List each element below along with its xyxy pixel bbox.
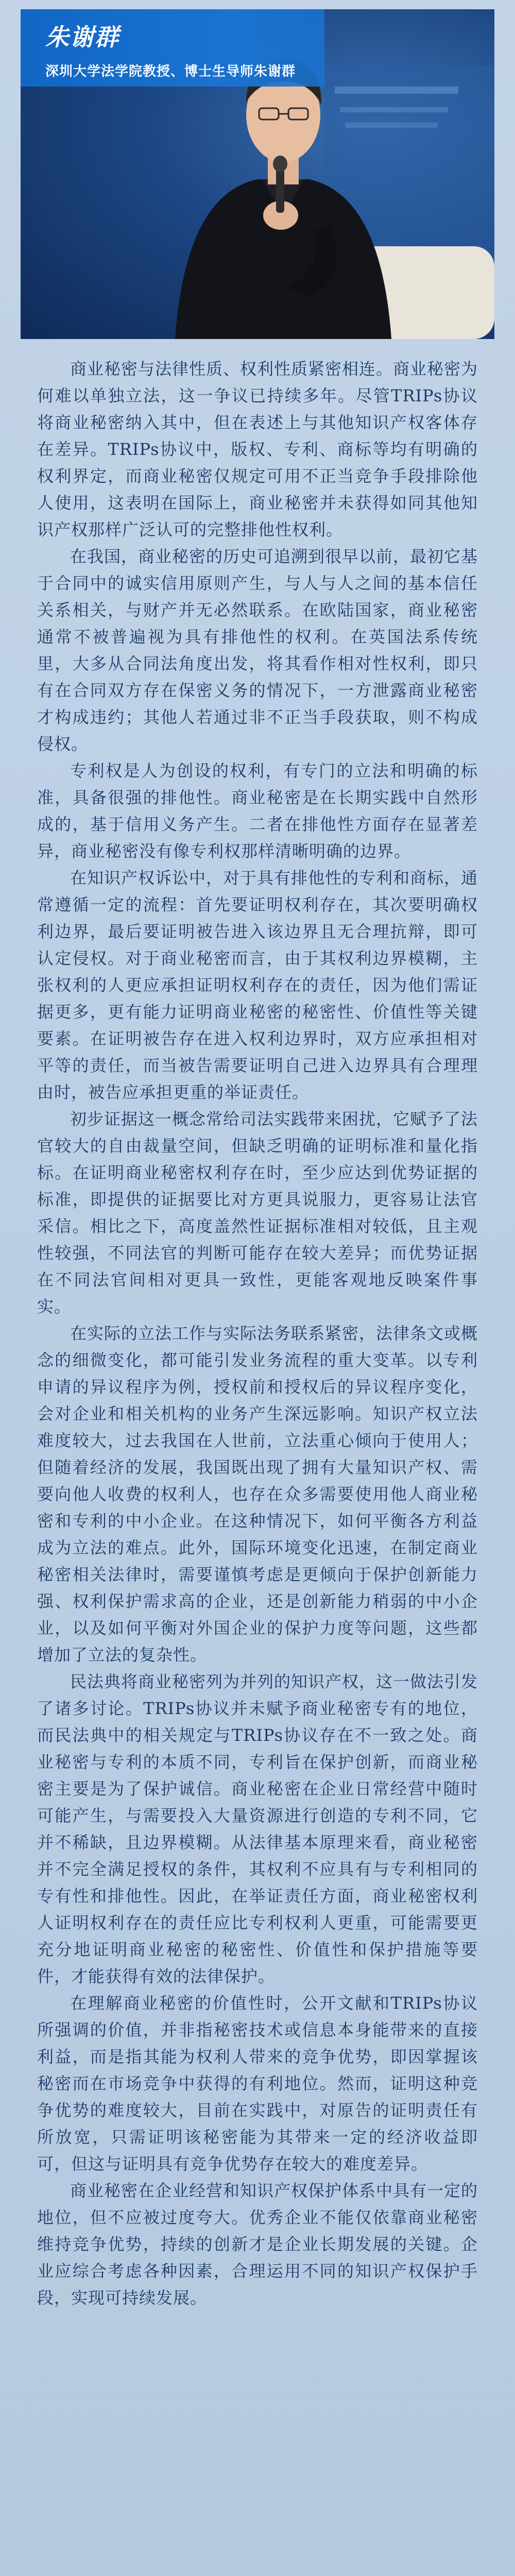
article-body <box>37 355 478 2576</box>
speaker-name-tag <box>21 9 324 87</box>
article-paragraph: 在实际的立法工作与实际法务联系紧密，法律条文或概念的细微变化，都可能引发业务流程的重大变革。以专利申请的异议程序为例，授权前和授权后的异议程序变化，会对企业和相关机构的业务产生深远影响。知识产权立法难度较大，过去我国在人世前，立法重心倾向于使用人；但随着经济的发展，我国既出现了拥有大量知识产权、需要向他人收费的权利人，也存在众多需要使用他人商业秘密和专利的中小企业。在这种情况下，如何平衡各方利益成为立法的难点。此外，国际环境变化迅速，在制定商业秘密相关法律时，需要谨慎考虑是更倾向于保护创新能力强、权利保护需求高的企业，还是创新能力稍弱的中小企业，以及如何平衡对外国企业的保护力度等问题，这些都增加了立法的复杂性。 <box>37 1324 478 1665</box>
speaker-name: 朱谢群 <box>45 23 119 51</box>
article-paragraph: 在知识产权诉讼中，对于具有排他性的专利和商标，通常遵循一定的流程：首先要证明权利存在，其次要明确权利边界，最后要证明被告进入该边界且无合理抗辩，即可认定侵权。对于商业秘密而言，由于其权利边界模糊，主张权利的人更应承担证明权利存在的责任，因为他们需证据更多，更有能力证明商业秘密的秘密性、价值性等关键要素。在证明被告存在进入权利边界时，双方应承担相对平等的责任，而当被告需要证明自己进入边界具有合理理由时，被告应承担更重的举证责任。 <box>37 868 478 1102</box>
speaker-title: 深圳大学法学院教授、博士生导师朱谢群 <box>45 64 296 79</box>
article-paragraph: 在我国，商业秘密的历史可追溯到很早以前，最初它基于合同中的诚实信用原则产生，与人与人之间的基本信任关系相关，与财产并无必然联系。在欧陆国家，商业秘密通常不被普遍视为具有排他性的权利。在英国法系传统里，大多从合同法角度出发，将其看作相对性权利，即只有在合同双方存在保密义务的情况下，一方泄露商业秘密才构成违约；其他人若通过非不正当手段获取，则不构成侵权。 <box>37 547 478 754</box>
article-paragraph: 在理解商业秘密的价值性时，公开文献和TRIPs协议所强调的价值，并非指秘密技术或信息本身能带来的直接利益，而是指其能为权利人带来的竞争优势，即因掌握该秘密而在市场竞争中获得的有利地位。然而，证明这种竞争优势的难度较大，目前在实践中，对原告的证明责任有所放宽，只需证明该秘密能为其带来一定的经济收益即可，但这与证明具有竞争优势存在较大的难度差异。 <box>37 1993 478 2174</box>
article-paragraph: 初步证据这一概念常给司法实践带来困扰，它赋予了法官较大的自由裁量空间，但缺乏明确的证明标准和量化指标。在证明商业秘密权利存在时，至少应达到优势证据的标准，即提供的证据要比对方更具说服力，更容易让法官采信。相比之下，高度盖然性证据标准相对较低，且主观性较强，不同法官的判断可能存在较大差异；而优势证据在不同法官间相对更具一致性，更能客观地反映案件事实。 <box>37 1109 478 1316</box>
article-paragraph: 商业秘密在企业经营和知识产权保护体系中具有一定的地位，但不应被过度夸大。优秀企业不能仅依靠商业秘密维持竞争优势，持续的创新才是企业长期发展的关键。企业应综合考虑各种因素，合理运用不同的知识产权保护手段，实现可持续发展。 <box>37 2181 478 2308</box>
article-paragraph: 专利权是人为创设的权利，有专门的立法和明确的标准，具备很强的排他性。商业秘密是在长期实践中自然形成的，基于信用义务产生。二者在排他性方面存在显著差异，商业秘密没有像专利权那样清晰明确的边界。 <box>37 761 478 861</box>
article-paragraph: 商业秘密与法律性质、权利性质紧密相连。商业秘密为何难以单独立法，这一争议已持续多年。尽管TRIPs协议将商业秘密纳入其中，但在表述上与其他知识产权客体存在差异。TRIPs协议中，版权、专利、商标等均有明确的权利界定，而商业秘密仅规定可用不正当竞争手段排除他人使用，这表明在国际上，商业秘密并未获得如同其他知识产权那样广泛认可的完整排他性权利。 <box>37 359 478 539</box>
article-paragraph: 民法典将商业秘密列为并列的知识产权，这一做法引发了诸多讨论。TRIPs协议并未赋予商业秘密专有的地位，而民法典中的相关规定与TRIPs协议存在不一致之处。商业秘密与专利的本质不同，专利旨在保护创新，而商业秘密主要是为了保护诚信。商业秘密在企业日常经营中随时可能产生，与需要投入大量资源进行创造的专利不同，它并不稀缺，且边界模糊。从法律基本原理来看，商业秘密并不完全满足授权的条件，其权利不应具有与专利相同的专有性和排他性。因此，在举证责任方面，商业秘密权利人证明权利存在的责任应比专利权利人更重，可能需要更充分地证明商业秘密的秘密性、价值性和保护措施等要件，才能获得有效的法律保护。 <box>37 1672 478 1986</box>
